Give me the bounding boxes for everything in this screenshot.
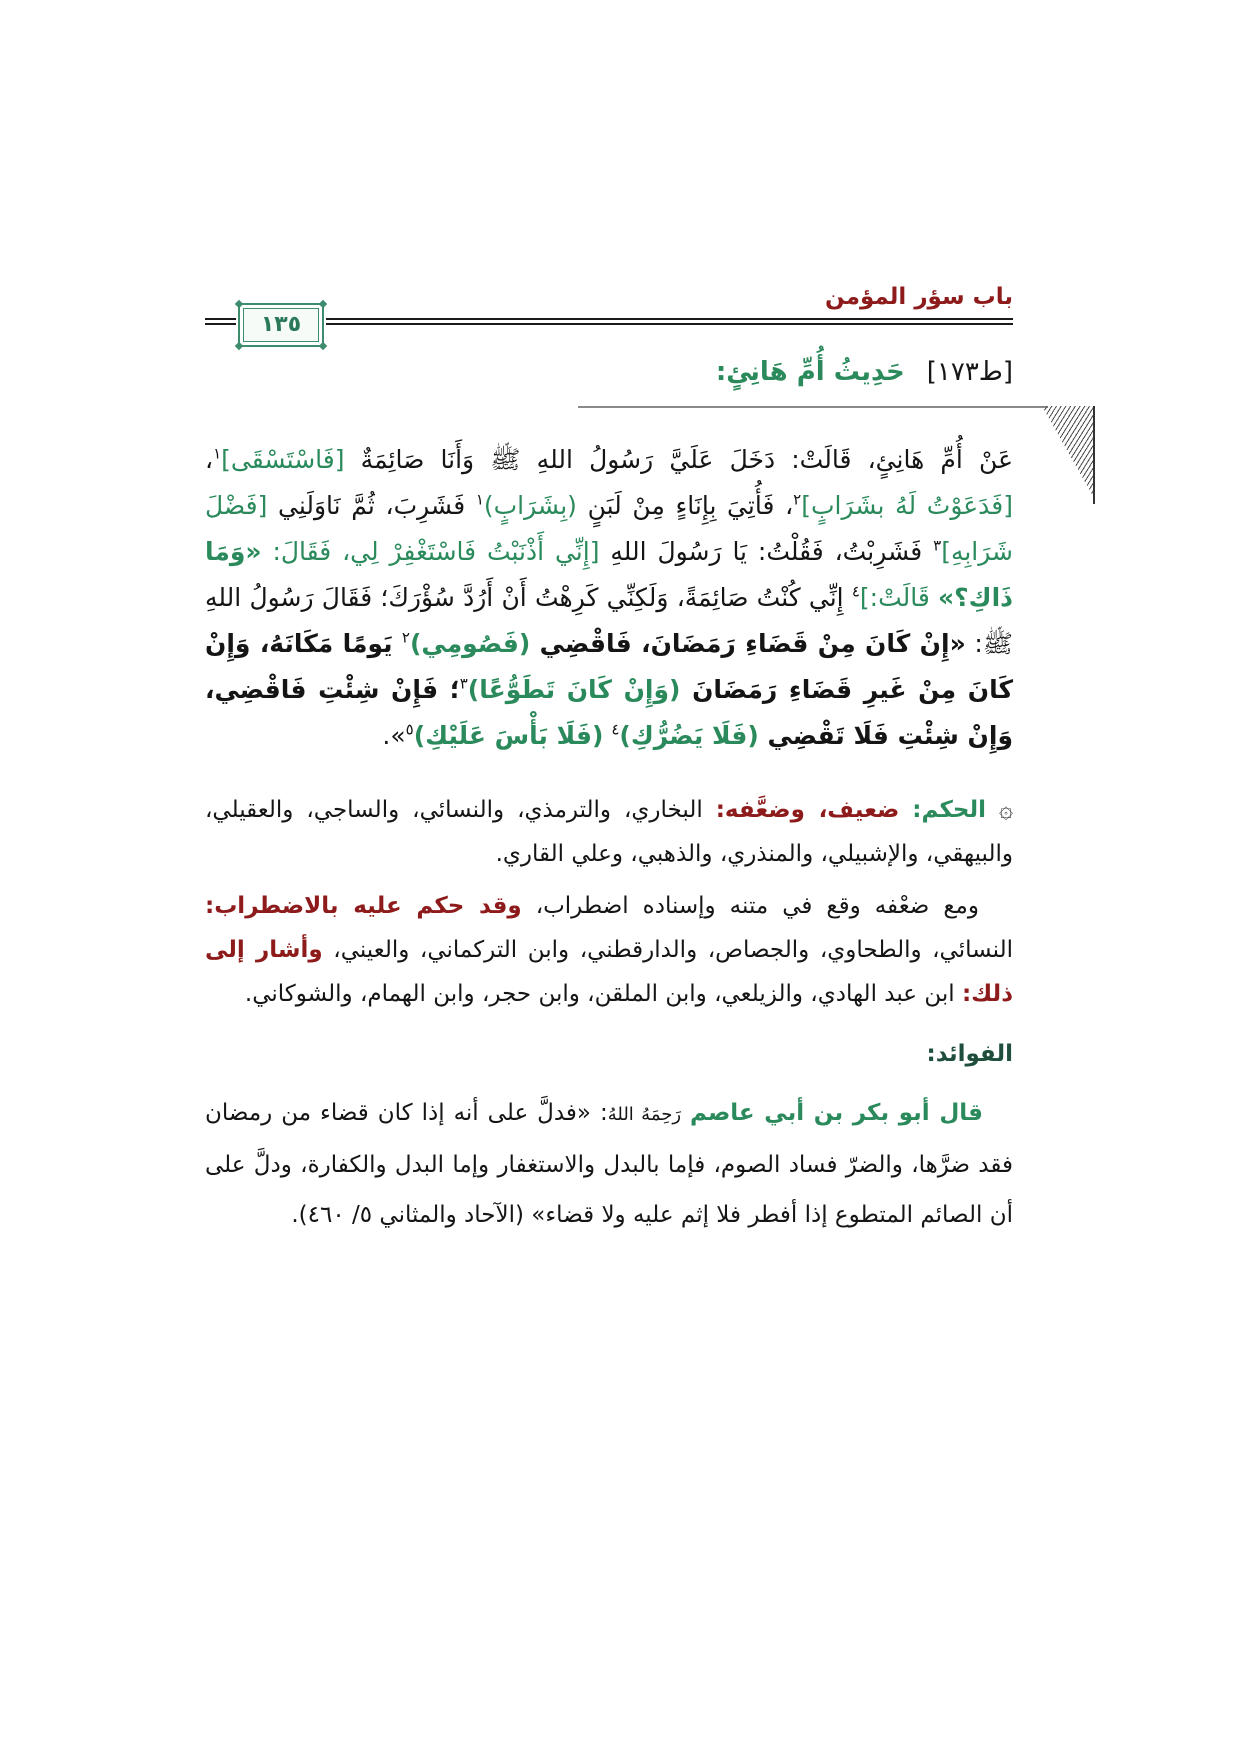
variant-speech: (فَلَا يَضُرُّكِ) xyxy=(619,721,759,750)
footnote-marker: ٥ xyxy=(405,720,414,739)
text-run: ». xyxy=(382,721,406,750)
footnote-marker: ١ xyxy=(475,490,484,509)
hadith-title: حَدِيثُ أُمِّ هَانِئٍ: xyxy=(715,357,905,387)
emphasis-label: ضعيف، وضعَّفه: xyxy=(715,797,900,823)
text-run: ومع ضعْفه وقع في متنه وإسناده اضطراب، xyxy=(521,893,979,919)
text-run: : «فدلَّ على أنه إذا كان قضاء من رمضان فقد ضرَّها، والضرّ فساد الصوم، فإما بالبدل والاستغفار وإما البدل والكفارة، ودلَّ على أن الصائم المتطوع إذا أفطر فلا إثم عليه ولا قضاء» (الآحاد والمثاني ٥/ ٤٦٠). xyxy=(205,1100,1013,1228)
prophetic-speech: يَومًا مَكَانَهُ، وَإِنْ كَانَ مِنْ غَيرِ قَضَاءِ رَمَضَانَ xyxy=(205,629,1013,704)
benefits-heading: الفوائد: xyxy=(926,1041,1013,1067)
ornament-icon: ۞ xyxy=(998,795,1014,823)
text-run: ابن عبد الهادي، والزيلعي، وابن الملقن، وابن حجر، وابن الهمام، والشوكاني. xyxy=(244,981,962,1007)
variant-text: قَالَتْ:] xyxy=(859,583,939,612)
variant-text: (بِشَرَابٍ) xyxy=(483,491,577,520)
text-run: إِنِّي كُنْتُ صَائِمَةً، وَلَكِنِّي كَرِهْتُ أَنْ أَرُدَّ سُؤْرَكَ؛ فَقَالَ رَسُولُ اللهِ ﷺ: xyxy=(205,583,1013,658)
ruling-section xyxy=(205,787,1013,1016)
variant-speech: (فَلَا بَأْسَ عَلَيْكِ) xyxy=(413,721,604,750)
corner-bar-ornament xyxy=(1093,406,1095,504)
text-run: فَشَرِبْتُ، فَقُلْتُ: يَا رَسُولَ اللهِ xyxy=(599,537,934,566)
frame-corner-icon xyxy=(319,342,327,350)
ruling-label: الحكم: xyxy=(912,797,986,823)
main-text-column xyxy=(205,437,1013,1240)
text-run: البخاري، والترمذي، والنسائي، والساجي، والعقيلي، والبيهقي، والإشبيلي، والمنذري، والذهبي، وعلي القاري. xyxy=(205,797,1013,867)
benefits-paragraph xyxy=(205,1088,1013,1240)
hadith-heading xyxy=(716,354,1013,390)
emphasis-label: وقد حكم عليه بالاضطراب: xyxy=(205,893,522,919)
footnote-marker: ٢ xyxy=(401,628,410,647)
variant-speech: (فَصُومِي) xyxy=(409,629,531,658)
quoted-scholar: قال أبو بكر بن أبي عاصم xyxy=(690,1100,983,1126)
text-run: ، xyxy=(205,445,214,474)
prophetic-speech: ؛ فَإِنْ شِئْتِ فَاقْضِي، وَإِنْ شِئْتِ فَلَا تَقْضِي xyxy=(205,675,1013,750)
hadith-text xyxy=(205,437,1013,759)
variant-speech: (وَإِنْ كَانَ تَطَوُّعًا) xyxy=(467,675,681,704)
text-run: ، فَأُتِيَ بِإِنَاءٍ مِنْ لَبَنٍ xyxy=(576,491,794,520)
frame-corner-icon xyxy=(235,300,243,308)
variant-text: [فَدَعَوْتُ لَهُ بشَرَابٍ] xyxy=(801,491,1014,520)
ruling-paragraph xyxy=(205,787,1013,876)
text-run: النسائي، والطحاوي، والجصاص، والدارقطني، وابن التركماني، والعيني، xyxy=(322,937,1013,963)
footnote-marker: ٣ xyxy=(933,536,942,555)
variant-text: [فَضْلَ شَرَابِهِ] xyxy=(205,491,1013,566)
footnote-marker: ١ xyxy=(213,444,222,463)
text-run xyxy=(899,797,912,823)
frame-corner-icon xyxy=(319,300,327,308)
variant-speech: «وَمَا ذَاكِ؟» xyxy=(205,537,1013,612)
text-run xyxy=(681,1100,690,1126)
hadith-number: [١٧٣ط] xyxy=(926,357,1013,387)
text-run xyxy=(986,797,999,823)
frame-corner-icon xyxy=(235,342,243,350)
page-number: ١٣٥ xyxy=(260,312,302,337)
corner-hatch-ornament-icon xyxy=(1042,406,1094,498)
footnote-marker: ٤ xyxy=(851,582,860,601)
running-head-title: باب سؤر المؤمن xyxy=(825,284,1013,310)
variant-text: [إِنِّي أَذْنَبْتُ فَاسْتَغْفِرْ لِي، فَقَالَ: xyxy=(261,537,600,566)
prophetic-speech: «إِنْ كَانَ مِنْ قَضَاءِ رَمَضَانَ، فَاقْضِي xyxy=(530,629,966,658)
page-number-frame xyxy=(238,303,324,347)
emphasis-label: وأشار إلى ذلك: xyxy=(205,937,1013,1007)
text-run: عَنْ أُمِّ هَانِئٍ، قَالَتْ: دَخَلَ عَلَيَّ رَسُولُ اللهِ ﷺ وَأَنَا صَائِمَةٌ xyxy=(344,445,1013,474)
footnote-marker: ٣ xyxy=(459,674,468,693)
text-run: فَشَرِبَ، ثُمَّ نَاوَلَنِي xyxy=(267,491,476,520)
variant-text: [فَاسْتَسْقَى] xyxy=(221,445,345,474)
title-underline xyxy=(578,406,1048,408)
footnote-marker: ٤ xyxy=(611,720,620,739)
ruling-paragraph xyxy=(205,884,1013,1016)
footnote-marker: ٢ xyxy=(793,490,802,509)
honorific: رَحِمَهُ اللهُ xyxy=(607,1104,682,1125)
header-double-rule xyxy=(205,318,1013,325)
